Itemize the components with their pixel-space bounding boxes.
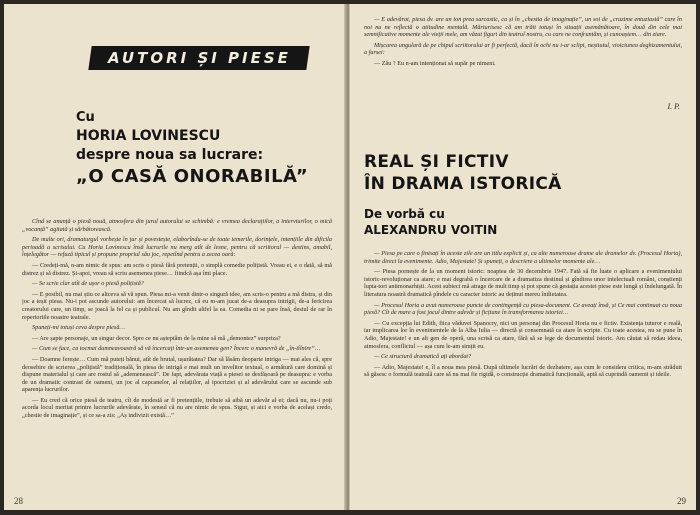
- paragraph: — Adio, Majestate! e, îl a noua mea piesă. După ultimele lucrări de dezbatere, așa cum le considera critica, m-am străduit să găsesc o formulă teatrală care să nu mai fie rigidă, o construcție dramatică funcțională, aptă să cuprindă oamenii și ideile.: [364, 363, 682, 379]
- interview-intro: Cu: [76, 110, 95, 125]
- author-name: HORIA LOVINESCU: [76, 128, 221, 144]
- paragraph: — Cum se face, ca tocmai dumneavoastră să vă încercați într-un asemenea gen? Încerc o manevră de „în-tîlnire”…: [32, 345, 321, 353]
- interviewee-name: ALEXANDRU VOITIN: [364, 223, 498, 237]
- paragraph: — E adevărat, piesa dv. are un ton prea sarcastic, ca și în „chestia de imaginație”, un soi de „cruzime entuziastă” care în noi nu ne reflectă o atitudine mentală. Mărturisesc că am trăit totuși în situații asemănătoare, în două din cele mai semnificative momente ale vieții mele, am văzut figuri din teatrul nostru, cu care ne confruntăm, și cunoaștem… din ziare.: [364, 16, 682, 39]
- paragraph: — Eu cred că orice piesă de teatru, cît de modestă ar fi pretențiile, trebuie să aibă un adevăr al ei; dacă nu, nu-i poți acorda locul meritat printre lucrurile adevărate, în sensul că nu are nimic de spus. Sigur, și aici e vorba de același credo, „chestie de imaginație”, și ce sa-a zis: „Aș indivizii există…”: [22, 396, 332, 420]
- heading-subline: despre noua sa lucrare:: [76, 147, 264, 163]
- page-number-right: 29: [677, 496, 686, 506]
- author-signature: I. P.: [667, 102, 680, 111]
- article-title-line1: REAL ȘI FICTIV: [364, 152, 509, 172]
- right-page: [349, 4, 696, 510]
- section-banner: [88, 46, 309, 70]
- paragraph: — Piesa pornește de la un moment istoric: noaptea de 30 decembrie 1947. Fată să fie luate o aplicare a evenimentului istoric-revoluționar ca atare; e mai degrabă o încercare de a dramatiza destinul și gîndirea unor intelectuali români, conștienți lupta-tori antimonarhiști. Acest subiect mă atrage de mult timp și pot spune că gestația acestei piese este lungă și îndelungată. În literatura noastră dramatică pîndele cu caracter istoric au deținut mereu întîietatea.: [364, 268, 682, 298]
- paragraph: De multe ori, dramaturgul vorbește în jur și povestește, elaborîndu-se de toate temerile, dorințele, intențiile din dificila perioadă a scrisului. Cu Horia Lovinescu însă lucrurile nu merg atît de lesne, pentru că scriitorul — destins, amabil, înțelegător — refuză tipicul și propune propriul său joc, repetînd pentru a zecea oară:: [22, 236, 332, 259]
- left-article-body: [22, 218, 332, 493]
- paragraph: Cînd se anunță o piesă nouă, atmosfera din jurul autorului se schimbă: e vremea declarațiilor, a interviurilor, o mică „vocanță” agitată și sărbătorească.: [22, 218, 332, 233]
- left-page: [4, 4, 347, 510]
- page-number-left: 28: [14, 496, 23, 506]
- paragraph: — Doamne ferește… Cum mă puteți bănui, atît de brutal, ușurătatea? Dar să lăsăm deoparte intriga — mai ales că, spre deosebire de scrierea „polițistă” tradițională, în piesa de intrigă e mai mult un invelitor textual, o armătură care domină și dispune materialul și care are rostul să „ademenească”. De fapt, adevărata viață a piesei se desfășoară pe deasupra: e vorba de un dramatic contrast de oameni, un joc al capcanelor, al relațiilor, al ipocriziei și al adevărului care se ascunde sub aparența lucrurilor.: [22, 355, 332, 394]
- paragraph: — Cu excepția lui Edith, fiica văduvei Spanocry, nici un personaj din Procesul Horia nu e fictiv. Existența tuturor e reală, iar implicarea lor în evenimentele de la Alba Iulia — directă și consemnată ca atare în scripte. Cu toate acestea, nu se pune în Adio, Majestate! e un alt gen de operă, una scrisă ca atare, fără să se lege de documentul istoric. Am căutat să redau ideea, atmosfera, conflictul — așa cum le-am simțit eu.: [364, 319, 682, 350]
- paragraph: — Procesul Horia a avut numeroase puncte de contingență cu piesa-document. Ce aveați însă, și Ce mai continuat cu noua piesă? Cît de mare a fost jocul dintre adevăr și ficțiune în transformarea istoriei…: [364, 301, 682, 317]
- article-title-line2: ÎN DRAMA ISTORICĂ: [364, 174, 562, 194]
- paragraph: — Se scrie clar atît de ușor o piesă polițistă?: [32, 280, 144, 288]
- paragraph: — Zău ? Eu n-am intenționat să supăr pe nimeni.: [374, 59, 496, 67]
- paragraph: — Are șapte personaje, un singur decor. Spre ce nu așteptăm de la mine să mă „demontez” surpriza?: [32, 334, 281, 342]
- paragraph: Mișcarea ungulară de pe chipul scriitorului ar fi perfectă, dacă în ochi nu i-ar sclipi, neștiutul, vioiciunea deghizamentului, a farsei:: [364, 41, 682, 57]
- paragraph: Spuneți-mi totuși ceva despre piesă…: [32, 324, 125, 332]
- work-title: „O CASĂ ONORABILĂ”: [76, 166, 309, 187]
- paragraph: — Piesa pe care o finisați în aceste zile are un titlu explicit și, ca alte numeroase drame ale dramelor dv. (Procesul Horia), trimite direct la evenimente. Adio, Majestate! Și spuneți, o descriere a ultimelor momente ale…: [364, 250, 682, 265]
- paragraph: — E posibil, nu mai știu ce altceva să vă spun. Piesa mi-a venit dintr-o singură idee, am scris-o pentru a mă distra, și din joc a ieșit piesa. Nu-i pot ascunde autorului: am încercat să lucrez, că eu m-am jucat de-a deasupra intrigii, de-a fericirea creatorului care, un timp, se joacă la fel ca și publicul. Nu am gîndit altfel la ea. Comedia ni se pare însă, destul de rar în repertoriile noastre teatrale.: [22, 290, 332, 321]
- paragraph: — Ce structură dramatică ați abordat?: [374, 353, 472, 361]
- paragraph: — Credeți-mă, n-am nimic de spus: am scris o piesă fără pretenții, o simplă comedie polițistă. Vreau ei, e o dată, să mă distrez și să distrez. Și-apoi, vreau să scriu asemenea piese… fiindcă așa îmi place.: [22, 261, 332, 277]
- section-banner-label: AUTORI ȘI PIESE: [107, 49, 291, 67]
- interview-intro: De vorbă cu: [364, 207, 445, 221]
- previous-article-end: [364, 16, 682, 98]
- right-article-body: [364, 250, 682, 495]
